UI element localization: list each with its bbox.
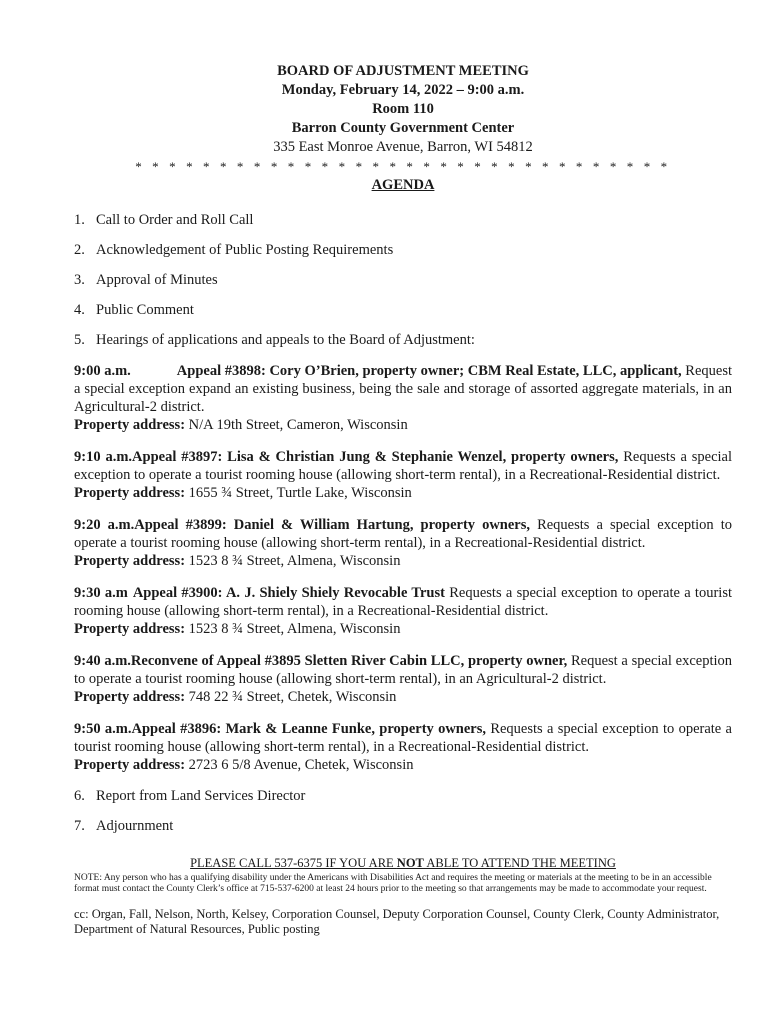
property-value: 2723 6 5/8 Avenue, Chetek, Wisconsin	[188, 757, 414, 773]
item-number: 2.	[74, 242, 85, 258]
item-text: Report from Land Services Director	[96, 788, 306, 804]
notice-text: PLEASE CALL 537-6375 IF YOU ARE	[190, 856, 397, 870]
appeal-body: Requests a special exception to operate a tourist rooming house (allowing short-term rental), in a Recreational-Residential district.	[74, 721, 732, 755]
appeal-title: Appeal #3896: Mark & Leanne Funke, property owners,	[131, 721, 487, 737]
agenda-document	[74, 62, 732, 937]
item-number: 5.	[74, 332, 85, 348]
appeal-title: Reconvene of Appeal #3895 Sletten River Cabin LLC, property owner,	[130, 653, 568, 669]
property-value: 1523 8 ¾ Street, Almena, Wisconsin	[188, 553, 401, 569]
appeal-body: Requests a special exception to operate a tourist rooming house (allowing short-term rental), in a Recreational-Residential district.	[74, 585, 732, 619]
appeal-entry	[74, 516, 732, 570]
cc-list: cc: Organ, Fall, Nelson, North, Kelsey, Corporation Counsel, Deputy Corporation Counsel, County Clerk, County Administrator, Department of Natural Resources, Public posting	[74, 907, 720, 936]
meeting-room: Room 110	[372, 101, 434, 117]
appeal-time: 9:50 a.m.	[74, 721, 132, 737]
item-text: Approval of Minutes	[96, 272, 218, 288]
notice-text: ABLE TO ATTEND THE MEETING	[423, 856, 616, 870]
appeal-time: 9:20 a.m.	[74, 517, 135, 533]
property-label: Property address:	[74, 417, 186, 433]
appeal-body: Requests a special exception to operate a tourist rooming house (allowing short-term rental), in a Recreational-Residential district.	[74, 517, 732, 551]
item-text: Hearings of applications and appeals to the Board of Adjustment:	[96, 332, 475, 348]
appeal-time: 9:30 a.m	[74, 585, 128, 601]
property-label: Property address:	[74, 553, 186, 569]
appeal-entry	[74, 448, 732, 502]
agenda-list-after	[74, 788, 732, 848]
property-label: Property address:	[74, 485, 186, 501]
agenda-item	[74, 818, 732, 848]
attendance-notice	[74, 856, 732, 871]
item-number: 4.	[74, 302, 85, 318]
appeal-entry	[74, 362, 732, 434]
agenda-heading: AGENDA	[371, 177, 435, 193]
property-label: Property address:	[74, 689, 186, 705]
item-number: 6.	[74, 788, 85, 804]
appeal-time: 9:00 a.m.	[74, 363, 131, 379]
property-value: N/A 19th Street, Cameron, Wisconsin	[188, 417, 408, 433]
meeting-title: BOARD OF ADJUSTMENT MEETING	[277, 63, 529, 79]
meeting-date: Monday, February 14, 2022 – 9:00 a.m.	[281, 82, 525, 98]
appeal-time: 9:10 a.m.	[74, 449, 133, 465]
agenda-item	[74, 272, 732, 302]
appeal-title: Appeal #3900: A. J. Shiely Shiely Revocable Trust	[132, 585, 445, 601]
appeal-entry	[74, 720, 732, 774]
star-divider: * * * * * * * * * * * * * * * * * * * * * * * * * * * * * * * *	[135, 159, 671, 174]
agenda-item	[74, 212, 732, 242]
property-value: 1655 ¾ Street, Turtle Lake, Wisconsin	[188, 485, 412, 501]
property-label: Property address:	[74, 621, 186, 637]
item-number: 3.	[74, 272, 85, 288]
appeals-section	[74, 362, 732, 774]
item-number: 1.	[74, 212, 85, 228]
appeal-entry	[74, 584, 732, 638]
appeal-title: Appeal #3897: Lisa & Christian Jung & Stephanie Wenzel, property owners,	[132, 449, 619, 465]
meeting-address: 335 East Monroe Avenue, Barron, WI 54812	[273, 139, 533, 155]
appeal-body: Request a special exception to operate a tourist rooming house (allowing short-term rental), in an Agricultural-2 district.	[74, 653, 732, 687]
appeal-body: Requests a special exception to operate a tourist rooming house (allowing short-term rental), in a Recreational-Residential district.	[74, 449, 733, 483]
appeal-time: 9:40 a.m.	[74, 653, 131, 669]
item-text: Call to Order and Roll Call	[96, 212, 254, 228]
meeting-header	[74, 62, 732, 157]
accessibility-note: NOTE: Any person who has a qualifying disability under the Americans with Disabilities Act and requires the meeting or materials at the meeting to be in an accessible format must contact the County Clerk’s office at 715-537-6200 at least 24 hours prior to the meeting so that arrangements may be made to accommodate your request.	[74, 873, 712, 894]
notice-emphasis: NOT	[396, 856, 424, 870]
meeting-venue: Barron County Government Center	[291, 120, 515, 136]
agenda-item	[74, 242, 732, 272]
item-text: Public Comment	[96, 302, 194, 318]
appeal-body: Request a special exception expand an existing business, being the sale and storage of assorted aggregate materials, in an Agricultural-2 district.	[74, 363, 733, 415]
item-number: 7.	[74, 818, 85, 834]
agenda-list	[74, 212, 732, 362]
appeal-title: Appeal #3898: Cory O’Brien, property owner; CBM Real Estate, LLC, applicant,	[176, 363, 682, 379]
agenda-item	[74, 302, 732, 332]
item-text: Acknowledgement of Public Posting Requirements	[96, 242, 394, 258]
appeal-entry	[74, 652, 732, 706]
agenda-item	[74, 332, 732, 362]
item-text: Adjournment	[96, 818, 174, 834]
agenda-item	[74, 788, 732, 818]
property-value: 1523 8 ¾ Street, Almena, Wisconsin	[188, 621, 401, 637]
property-value: 748 22 ¾ Street, Chetek, Wisconsin	[188, 689, 397, 705]
property-label: Property address:	[74, 757, 186, 773]
appeal-title: Appeal #3899: Daniel & William Hartung, property owners,	[134, 517, 530, 533]
